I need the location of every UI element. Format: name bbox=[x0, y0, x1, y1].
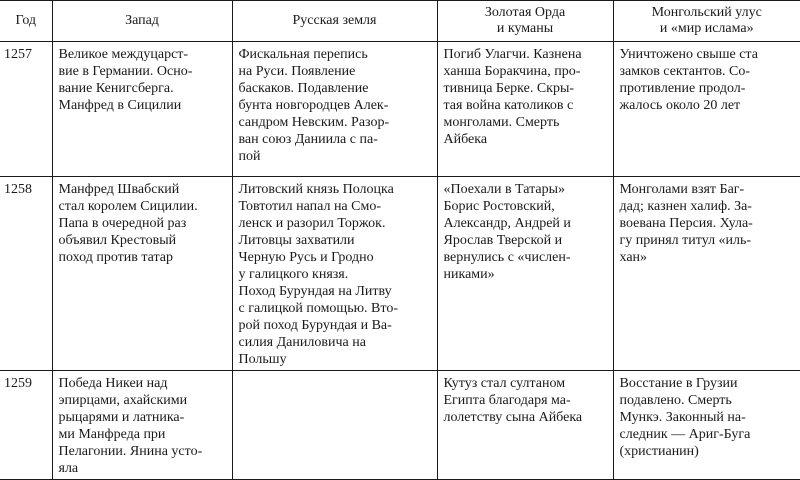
header-horde: Золотая Орда и куманы bbox=[437, 1, 613, 42]
year-cell: 1257 bbox=[0, 42, 52, 177]
year-cell: 1258 bbox=[0, 177, 52, 371]
mongol-cell: Восстание в Грузии подавлено. Смерть Мункэ. Законный на- следник — Ариг-Буга (христианин) bbox=[613, 371, 800, 480]
table-row bbox=[0, 177, 800, 371]
rus-cell: Литовский князь Полоцка Товтотил напал на Смо- ленск и разорил Торжок. Литовцы захватили Черную Русь и Гродно у галицкого князя. Поход Бурундая на Литву с галицкой помощью. Вто- рой поход Бурундая и Ва- силия Даниловича на Польшу bbox=[232, 177, 437, 371]
west-cell: Победа Никеи над эпирцами, ахайскими рыцарями и латника- ми Манфреда при Пелагонии. Янина усто- яла bbox=[52, 371, 232, 480]
header-rus: Русская земля bbox=[232, 1, 437, 42]
table-row bbox=[0, 371, 800, 480]
horde-cell: Погиб Улагчи. Казнена ханша Боракчина, про- тивница Берке. Скры- тая война католиков с монголами. Смерть Айбека bbox=[437, 42, 613, 177]
west-cell: Манфред Швабский стал королем Сицилии. Папа в очередной раз объявил Крестовый поход против татар bbox=[52, 177, 232, 371]
rus-cell bbox=[232, 371, 437, 480]
rus-cell: Фискальная перепись на Руси. Появление баскаков. Подавление бунта новгородцев Алек- сандром Невским. Разор- ван союз Даниила с па- пой bbox=[232, 42, 437, 177]
table-row bbox=[0, 42, 800, 177]
year-cell: 1259 bbox=[0, 371, 52, 480]
header-year: Год bbox=[0, 1, 52, 42]
horde-cell: Кутуз стал султаном Египта благодаря ма- лолетству сына Айбека bbox=[437, 371, 613, 480]
horde-cell: «Поехали в Татары» Борис Ростовский, Александр, Андрей и Ярослав Тверской и вернулись с «числен- никами» bbox=[437, 177, 613, 371]
west-cell: Великое междуцарст- вие в Германии. Осно- вание Кенигсберга. Манфред в Сицилии bbox=[52, 42, 232, 177]
header-west: Запад bbox=[52, 1, 232, 42]
mongol-cell: Уничтожено свыше ста замков сектантов. Со- противление продол- жалось около 20 лет bbox=[613, 42, 800, 177]
table-header bbox=[0, 1, 800, 42]
mongol-cell: Монголами взят Баг- дад; казнен халиф. За- воевана Персия. Хула- гу принял титул «иль- хан» bbox=[613, 177, 800, 371]
header-mongol: Монгольский улус и «мир ислама» bbox=[613, 1, 800, 42]
